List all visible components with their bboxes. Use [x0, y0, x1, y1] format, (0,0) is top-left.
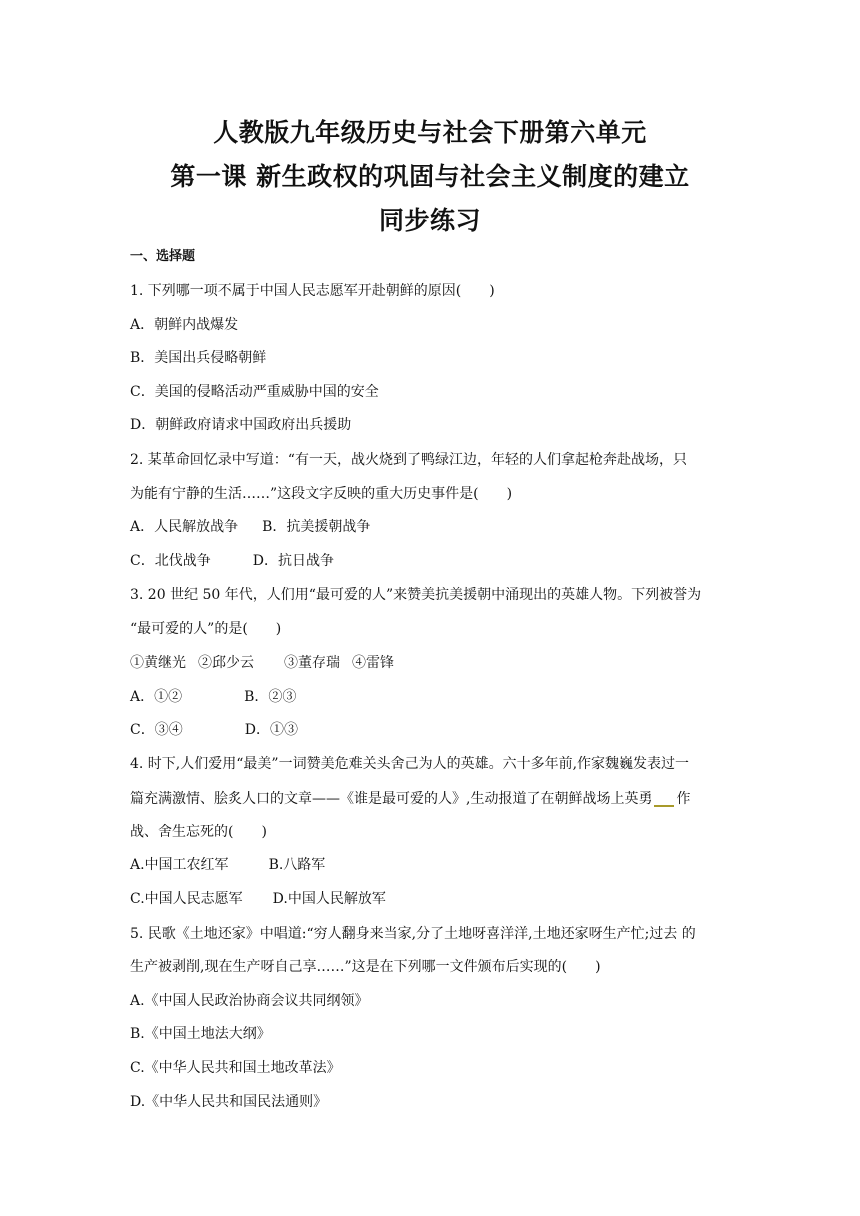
title-line-3: 同步练习: [378, 206, 481, 235]
question-5-stem-line-1: 5. 民歌《土地还家》中唱道:“穷人翻身来当家,分了土地呀喜洋洋,土地还家呀生产忙;过去 的: [130, 926, 696, 942]
question-4-option-d: D.中国人民解放军: [272, 891, 386, 907]
question-2-option-a: A．人民解放战争: [130, 519, 239, 535]
question-4-stem-line-3: 战、舍生忘死的( ): [130, 824, 267, 840]
question-2-options-row-2: [130, 552, 735, 570]
question-1-option-a: A．朝鲜内战爆发: [130, 317, 239, 333]
question-4-option-b: B.八路军: [268, 857, 326, 873]
question-3-stem-line-1: 3. 20 世纪 50 年代，人们用“最可爱的人”来赞美抗美援朝中涌现出的英雄人物。下列被誉为: [130, 587, 702, 603]
question-4-stem-line-2: [130, 790, 735, 808]
question-3-option-d: D．①③: [244, 722, 298, 738]
question-3-items: [130, 654, 735, 672]
question-1-option-b: B．美国出兵侵略朝鲜: [130, 350, 267, 366]
question-4-stem-line-1: 4. 时下,人们爱用“最美”一词赞美危难关头舍己为人的英雄。六十多年前,作家魏巍发表过一: [130, 756, 690, 772]
question-3-option-a: A．①②: [130, 689, 183, 705]
question-3-option-b: B．②③: [244, 689, 297, 705]
question-3-options-row-2: [130, 721, 735, 739]
question-1-option-c: C．美国的侵略活动严重威胁中国的安全: [130, 384, 379, 400]
question-4-options-row-1: [130, 856, 735, 874]
question-4-option-c: C.中国人民志愿军: [130, 891, 243, 907]
question-3-option-c: C．③④: [130, 722, 183, 738]
question-1-option-d: D．朝鲜政府请求中国政府出兵援助: [130, 417, 352, 433]
question-5-option-d: D.《中华人民共和国民法通则》: [130, 1094, 328, 1110]
question-2-option-c: C．北伐战争: [130, 553, 211, 569]
question-3-item-1: ①黄继光: [130, 655, 186, 671]
question-3-item-3: ③董存瑞: [284, 655, 340, 671]
question-2-option-b: B．抗美援朝战争: [262, 519, 371, 535]
question-5-option-a: A.《中国人民政治协商会议共同纲领》: [130, 993, 369, 1009]
question-3-stem-line-2: “最可爱的人”的是( ): [130, 621, 282, 637]
question-4-option-a: A.中国工农红军: [130, 857, 229, 873]
question-2-stem-line-1: 2. 某革命回忆录中写道：“有一天，战火烧到了鸭绿江边，年轻的人们拿起枪奔赴战场，只: [130, 452, 687, 468]
question-5-stem-line-2: 生产被剥削,现在生产呀自己享……”这是在下列哪一文件颁布后实现的( ): [130, 959, 601, 975]
question-5-option-c: C.《中华人民共和国土地改革法》: [130, 1060, 341, 1076]
title-line-2: 第一课 新生政权的巩固与社会主义制度的建立: [170, 162, 690, 191]
question-1-stem: 1. 下列哪一项不属于中国人民志愿军开赴朝鲜的原因( ): [130, 283, 495, 299]
question-4-stem-line-2b: 作: [676, 791, 691, 807]
question-2-options-row-1: [130, 518, 735, 536]
question-2-stem-line-2: 为能有宁静的生活……”这段文字反映的重大历史事件是( ): [130, 486, 513, 502]
question-3-item-2: ②邱少云: [198, 655, 254, 671]
question-5-option-b: B.《中国土地法大纲》: [130, 1026, 271, 1042]
section-heading: 一、选择题: [130, 249, 196, 264]
question-2-option-d: D．抗日战争: [252, 553, 334, 569]
question-4-options-row-2: [130, 890, 735, 908]
question-3-options-row-1: [130, 688, 735, 706]
question-4-stem-line-2a: 篇充满激情、脍炙人口的文章——《谁是最可爱的人》,生动报道了在朝鲜战场上英勇: [130, 791, 653, 807]
fill-in-underline: [654, 805, 674, 807]
title-line-1: 人教版九年级历史与社会下册第六单元: [213, 118, 647, 147]
question-3-item-4: ④雷锋: [352, 655, 394, 671]
